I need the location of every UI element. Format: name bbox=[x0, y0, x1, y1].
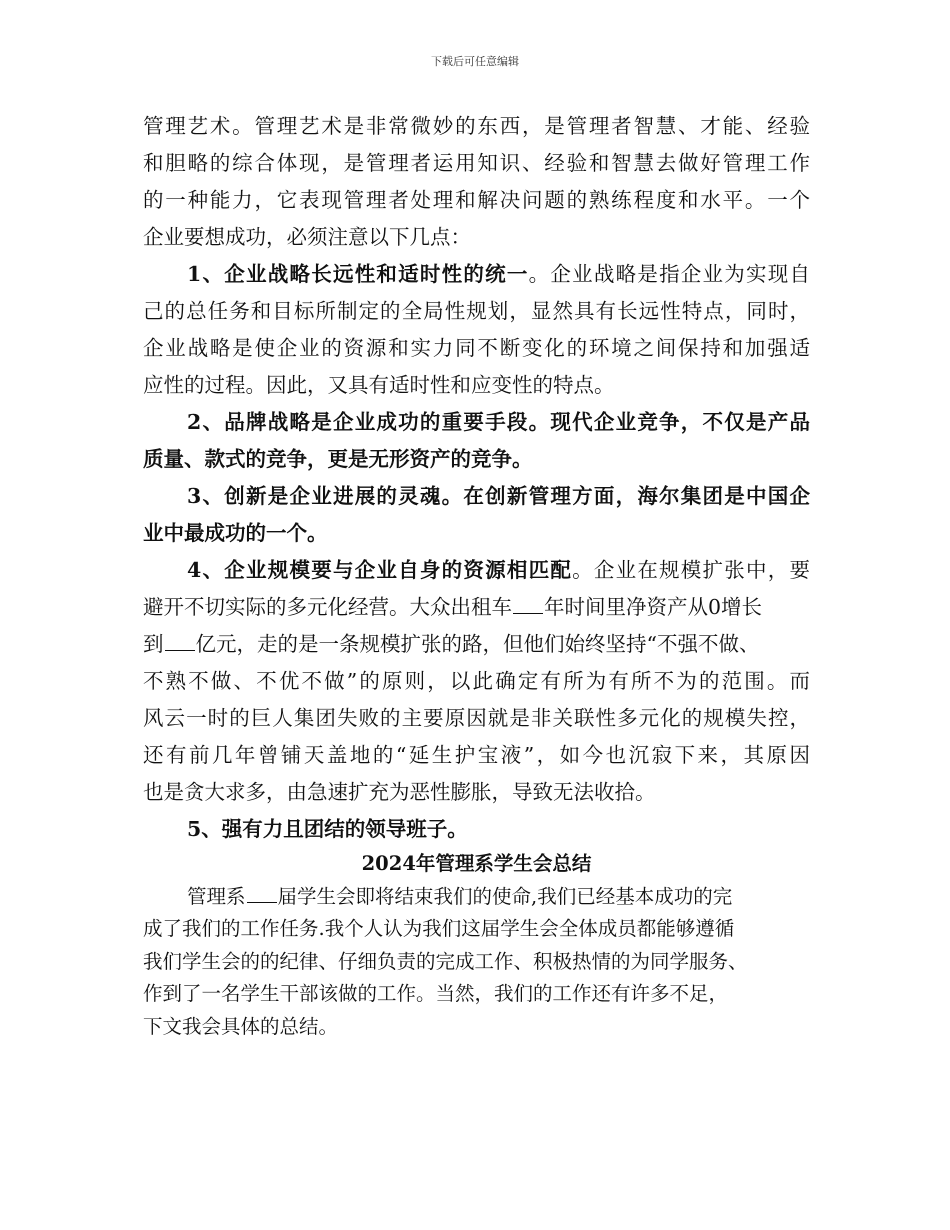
point-1-heading: 1、企业战略长远性和适时性的统一 bbox=[187, 262, 529, 286]
text-line: 我们学生会的的纪律、仔细负责的完成工作、积极热情的为同学服务、 bbox=[143, 949, 748, 973]
text-line: 风云一时的巨人集团失败的主要原因就是非关联性多元化的规模失控， bbox=[143, 706, 810, 730]
point-5-paragraph bbox=[143, 811, 810, 848]
point-4-text: 。企业在规模扩张中，要 bbox=[572, 558, 810, 582]
text-line: 还有前几年曾铺天盖地的“延生护宝液”，如今也沉寂下来，其原因 bbox=[143, 743, 810, 767]
text-line bbox=[143, 626, 810, 663]
text-line: 作到了一名学生干部该做的工作。当然，我们的工作还有许多不足， bbox=[143, 982, 729, 1005]
text-fragment: 管理系 bbox=[187, 884, 246, 908]
point-2-heading-cont: 质量、款式的竞争，更是无形资产的竞争。 bbox=[143, 447, 533, 471]
text-line bbox=[143, 552, 810, 589]
text-line: 成了我们的工作任务.我个人认为我们这届学生会全体成员都能够遵循 bbox=[143, 917, 735, 940]
point-3-heading: 3、创新是企业进展的灵魂。在创新管理方面，海尔集团是中国企 bbox=[187, 484, 810, 508]
text-line: 管理艺术。管理艺术是非常微妙的东西，是管理者智慧、才能、经验 bbox=[143, 114, 810, 138]
text-fragment: 届学生会即将结束我们的使命,我们已经基本成功的完 bbox=[277, 884, 733, 908]
point-3-heading-cont: 业中最成功的一个。 bbox=[143, 521, 328, 545]
intro-paragraph bbox=[143, 108, 810, 256]
text-line: 企业要想成功，必须注意以下几点： bbox=[143, 225, 471, 249]
text-line: 的一种能力，它表现管理者处理和解决问题的熟练程度和水平。一个 bbox=[143, 188, 810, 212]
point-1-text: 。企业战略是指企业为实现自 bbox=[528, 262, 810, 286]
point-4-heading: 4、企业规模要与企业自身的资源相匹配 bbox=[187, 558, 573, 582]
text-line bbox=[143, 256, 810, 293]
point-5-heading: 5、强有力且团结的领导班子。 bbox=[187, 817, 468, 841]
point-2-heading: 2、品牌战略是企业成功的重要手段。现代企业竞争，不仅是产品 bbox=[187, 410, 810, 434]
text-line: 企业战略是使企业的资源和实力同不断变化的环境之间保持和加强适 bbox=[143, 336, 810, 360]
fill-blank bbox=[513, 595, 543, 614]
summary-section bbox=[143, 848, 810, 1043]
text-line bbox=[143, 881, 810, 914]
text-fragment: 避开不切实际的多元化经营。大众出租车 bbox=[143, 595, 512, 619]
text-fragment: 年时间里净资产从0增长 bbox=[544, 595, 763, 619]
document-body bbox=[143, 108, 810, 1043]
text-line: 应性的过程。因此，又具有适时性和应变性的特点。 bbox=[143, 373, 615, 397]
text-line: 不熟不做、不优不做”的原则，以此确定有所为有所不为的范围。而 bbox=[143, 669, 810, 693]
text-line: 也是贪大求多，由急速扩充为恶性膨胀，导致无法收拾。 bbox=[143, 780, 656, 804]
text-line bbox=[143, 589, 810, 626]
text-fragment: 到 bbox=[143, 632, 164, 656]
section-title: 2024年管理系学生会总结 bbox=[361, 852, 592, 875]
page-header: 下载后可任意编辑 bbox=[431, 55, 519, 68]
text-line: 己的总任务和目标所制定的全局性规划，显然具有长远性特点，同时， bbox=[143, 299, 810, 323]
point-2-paragraph bbox=[143, 404, 810, 478]
text-line: 和胆略的综合体现，是管理者运用知识、经验和智慧去做好管理工作 bbox=[143, 151, 810, 175]
text-fragment: 亿元，走的是一条规模扩张的路，但他们始终坚持“不强不做、 bbox=[195, 632, 760, 656]
point-3-paragraph bbox=[143, 478, 810, 552]
text-line: 下文我会具体的总结。 bbox=[143, 1014, 339, 1038]
fill-blank bbox=[247, 884, 277, 903]
point-1-paragraph bbox=[143, 256, 810, 404]
point-4-paragraph bbox=[143, 552, 810, 811]
fill-blank bbox=[165, 632, 195, 651]
